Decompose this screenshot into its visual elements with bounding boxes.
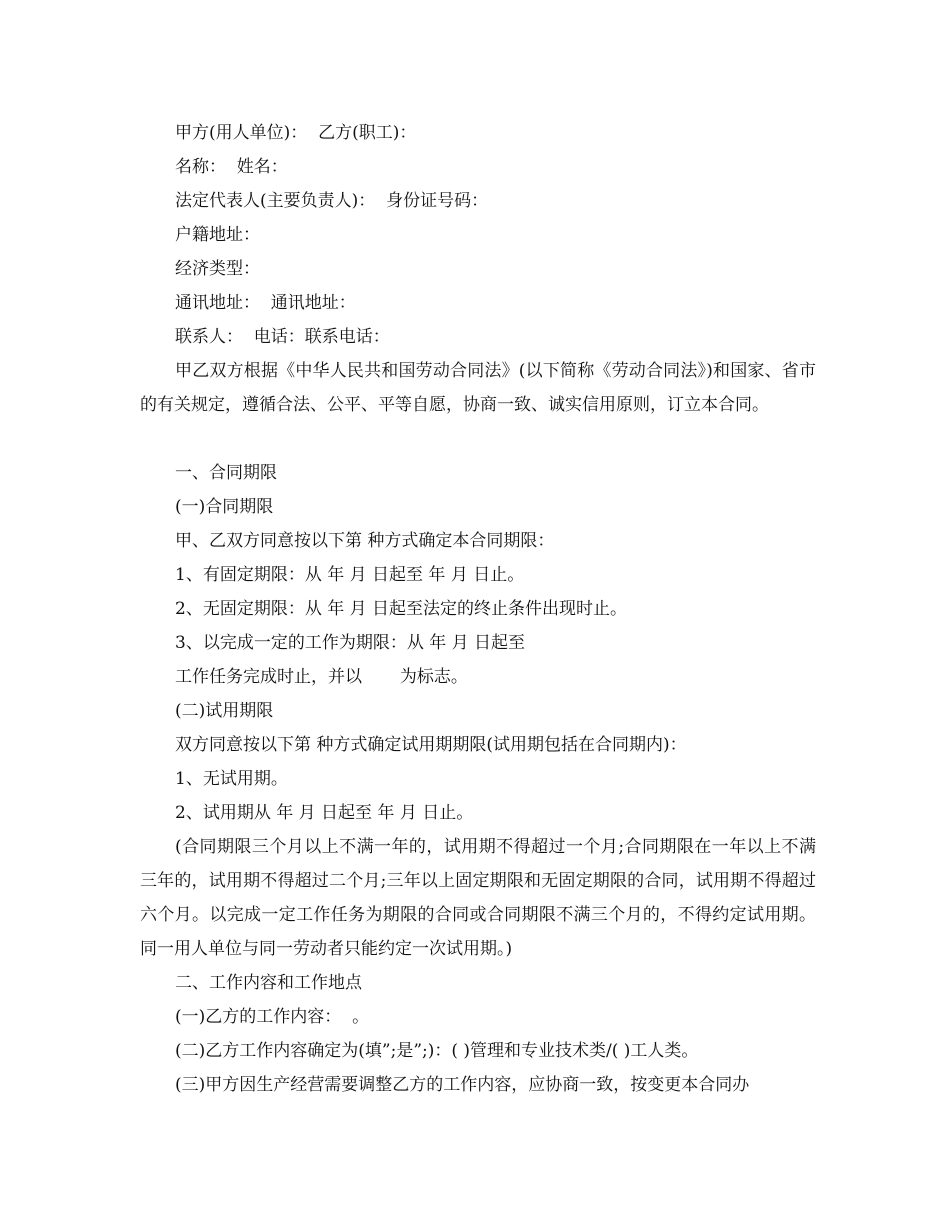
term-option-task: 3、以完成一定的工作为期限：从 年 月 日起至: [175, 633, 526, 653]
term-option-open: 2、无固定期限：从 年 月 日起至法定的终止条件出现时止。: [175, 599, 628, 619]
contact-line: 联系人： 电话：联系电话：: [175, 327, 390, 347]
contract-term-intro: 甲、乙双方同意按以下第 种方式确定本合同期限：: [175, 531, 555, 551]
probation-option-none: 1、无试用期。: [175, 769, 288, 789]
probation-option-period: 2、试用期从 年 月 日起至 年 月 日止。: [175, 803, 474, 823]
mailing-address-line: 通讯地址： 通讯地址：: [175, 293, 356, 313]
work-content-line: (一)乙方的工作内容： 。: [175, 1007, 370, 1027]
contract-body: [140, 116, 816, 1102]
household-address-line: 户籍地址：: [175, 225, 260, 245]
economic-type-line: 经济类型：: [175, 259, 260, 279]
intro-paragraph: 甲乙双方根据《中华人民共和国劳动合同法》(以下简称《劳动合同法》)和国家、省市的有关规定，遵循合法、公平、平等自愿，协商一致、诚实信用原则，订立本合同。: [140, 361, 816, 415]
work-category-line: (二)乙方工作内容确定为(填”;是”;)：( )管理和专业技术类/( )工人类。: [175, 1041, 699, 1061]
term-option-fixed: 1、有固定期限：从 年 月 日起至 年 月 日止。: [175, 565, 525, 585]
probation-intro: 双方同意按以下第 种方式确定试用期期限(试用期包括在合同期内)：: [175, 735, 687, 755]
section-heading-term: 一、合同期限: [175, 463, 277, 483]
section-heading-work: 二、工作内容和工作地点: [175, 973, 362, 993]
representative-line: 法定代表人(主要负责人)： 身份证号码：: [175, 191, 489, 211]
work-adjustment-line: (三)甲方因生产经营需要调整乙方的工作内容，应协商一致，按变更本合同办: [175, 1075, 750, 1095]
subsection-heading-contract-term: (一)合同期限: [175, 497, 274, 517]
party-header-line: 甲方(用人单位)： 乙方(职工)：: [175, 123, 417, 143]
subsection-heading-probation: (二)试用期限: [175, 701, 274, 721]
term-option-task-continued: 工作任务完成时止，并以 为标志。: [175, 667, 468, 687]
probation-note-paragraph: (合同期限三个月以上不满一年的，试用期不得超过一个月;合同期限在一年以上不满三年的，试用期不得超过二个月;三年以上固定期限和无固定期限的合同，试用期不得超过六个月。以完成一定工作任务为期限的合同或合同期限不满三个月的，不得约定试用期。同一用人单位与同一劳动者只能约定一次试用期。): [140, 837, 816, 959]
name-line: 名称： 姓名：: [175, 157, 288, 177]
